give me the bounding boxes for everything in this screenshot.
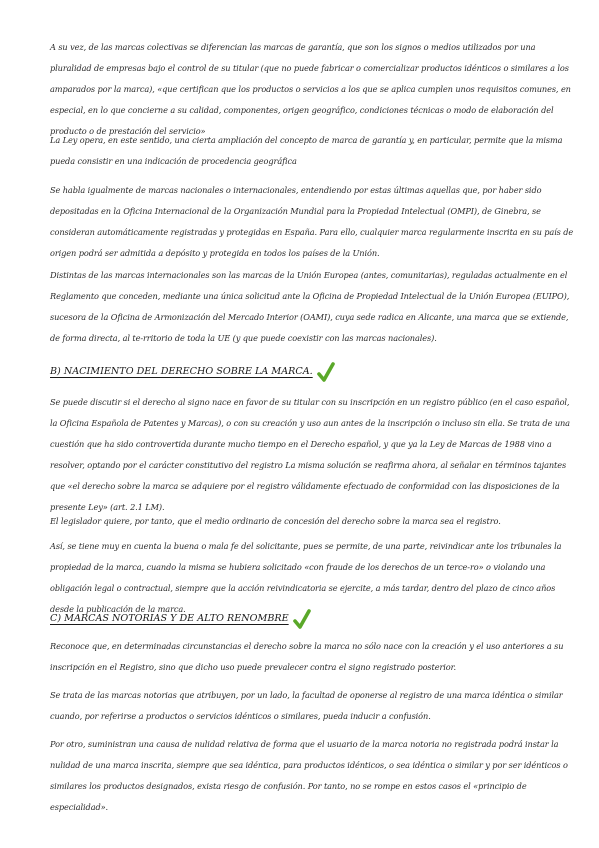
paragraph-buena-mala-fe: Así, se tiene muy en cuenta la buena o mala fe del solicitante, pues se permite, de una parte, reivindicar ante los tribunales la propiedad de la marca, cuando la misma se hubiera solicitado «con fraude de los derechos de un terce-ro» o violando una obligación legal o contractual, siempre que la acción reivindicatoria se ejercite, a más tardar, dentro del plazo de cinco años desde la publicación de la marca. (50, 541, 562, 614)
paragraph-marcas-union-europea: Distintas de las marcas internacionales son las marcas de la Unión Europea (antes, comunitarias), reguladas actualmente en el Reglamento que conceden, mediante una única solicitud ante la Oficina de Propiedad Intelectual de la Unión Europea (EUIPO), sucesora de la Oficina de Armonización del Mercado Interior (OAMI), cuya sede radica en Alicante, una marca que se extiende, de forma directa, al te-rritorio de toda la UE (y que puede coexistir con las marcas nacionales). (50, 270, 570, 343)
section-heading-nacimiento (50, 362, 335, 382)
paragraph-ley-ampliacion: La Ley opera, en este sentido, una cierta ampliación del concepto de marca de garantía y, en particular, permite que la misma pueda consistir en una indicación de procedencia geográfica (50, 135, 563, 166)
paragraph-derecho-signo: Se puede discutir si el derecho al signo nace en favor de su titular con su inscripción en un registro público (en el caso español, la Oficina Española de Patentes y Marcas), o con su creación y uso aun antes de la inscripción o incluso sin ella. Se trata de una cuestión que ha sido controvertida durante mucho tiempo en el Derecho español, y que ya la Ley de Marcas de 1988 vino a resolver, optando por el carácter constitutivo del registro La misma solución se reafirma ahora, al señalar en términos tajantes que «el derecho sobre la marca se adquiere por el registro válidamente efectuado de conformidad con las disposiciones de la presente Ley» (art. 2.1 LM). (50, 397, 570, 512)
section-heading-nacimiento-text: B) NACIMIENTO DEL DERECHO SOBRE LA MARCA. (50, 366, 313, 377)
section-heading-marcas-notorias-text: C) MARCAS NOTORIAS Y DE ALTO RENOMBRE (50, 613, 289, 624)
paragraph-marcas-notorias: Se trata de las marcas notorias que atribuyen, por un lado, la facultad de oponerse al registro de una marca idéntica o similar cuando, por referirse a productos o servicios idénticos o similares, pueda inducir a confusión. (50, 690, 563, 721)
check-icon (293, 609, 311, 629)
paragraph-marcas-garantia: A su vez, de las marcas colectivas se diferencian las marcas de garantía, que son los signos o medios utilizados por una pluralidad de empresas bajo el control de su titular (que no puede fabricar o comercializar productos idénticos o similares a los amparados por la marca), «que certifican que los productos o servicios a los que se aplica cumplen unos requisitos comunes, en especial, en lo que concierne a su calidad, componentes, origen geográfico, condiciones técnicas o modo de elaboración del producto o de prestación del servicio» (50, 42, 571, 136)
paragraph-legislador: El legislador quiere, por tanto, que el medio ordinario de concesión del derecho sobre la marca sea el registro. (50, 516, 501, 526)
check-icon (317, 362, 335, 382)
section-heading-marcas-notorias (50, 609, 311, 629)
paragraph-reconoce: Reconoce que, en determinadas circunstancias el derecho sobre la marca no sólo nace con la creación y el uso anteriores a su inscripción en el Registro, sino que dicho uso puede prevalecer contra el signo registrado posterior. (50, 641, 564, 672)
paragraph-marcas-internacionales: Se habla igualmente de marcas nacionales o internacionales, entendiendo por estas últimas aquellas que, por haber sido depositadas en la Oficina Internacional de la Organización Mundial para la Propiedad Intelectual (OMPI), de Ginebra, se consideran automáticamente registradas y protegidas en España. Para ello, cualquier marca regularmente inscrita en su país de origen podrá ser admitida a depósito y protegida en todos los países de la Unión. (50, 185, 574, 258)
paragraph-nulidad-relativa: Por otro, suministran una causa de nulidad relativa de forma que el usuario de la marca notoria no registrada podrá instar la nulidad de una marca inscrita, siempre que sea idéntica, para productos idénticos, o sea idéntica o similar y por ser idénticos o similares los productos designados, exista riesgo de confusión. Por tanto, no se rompe en estos casos el «principio de especialidad». (50, 739, 568, 812)
